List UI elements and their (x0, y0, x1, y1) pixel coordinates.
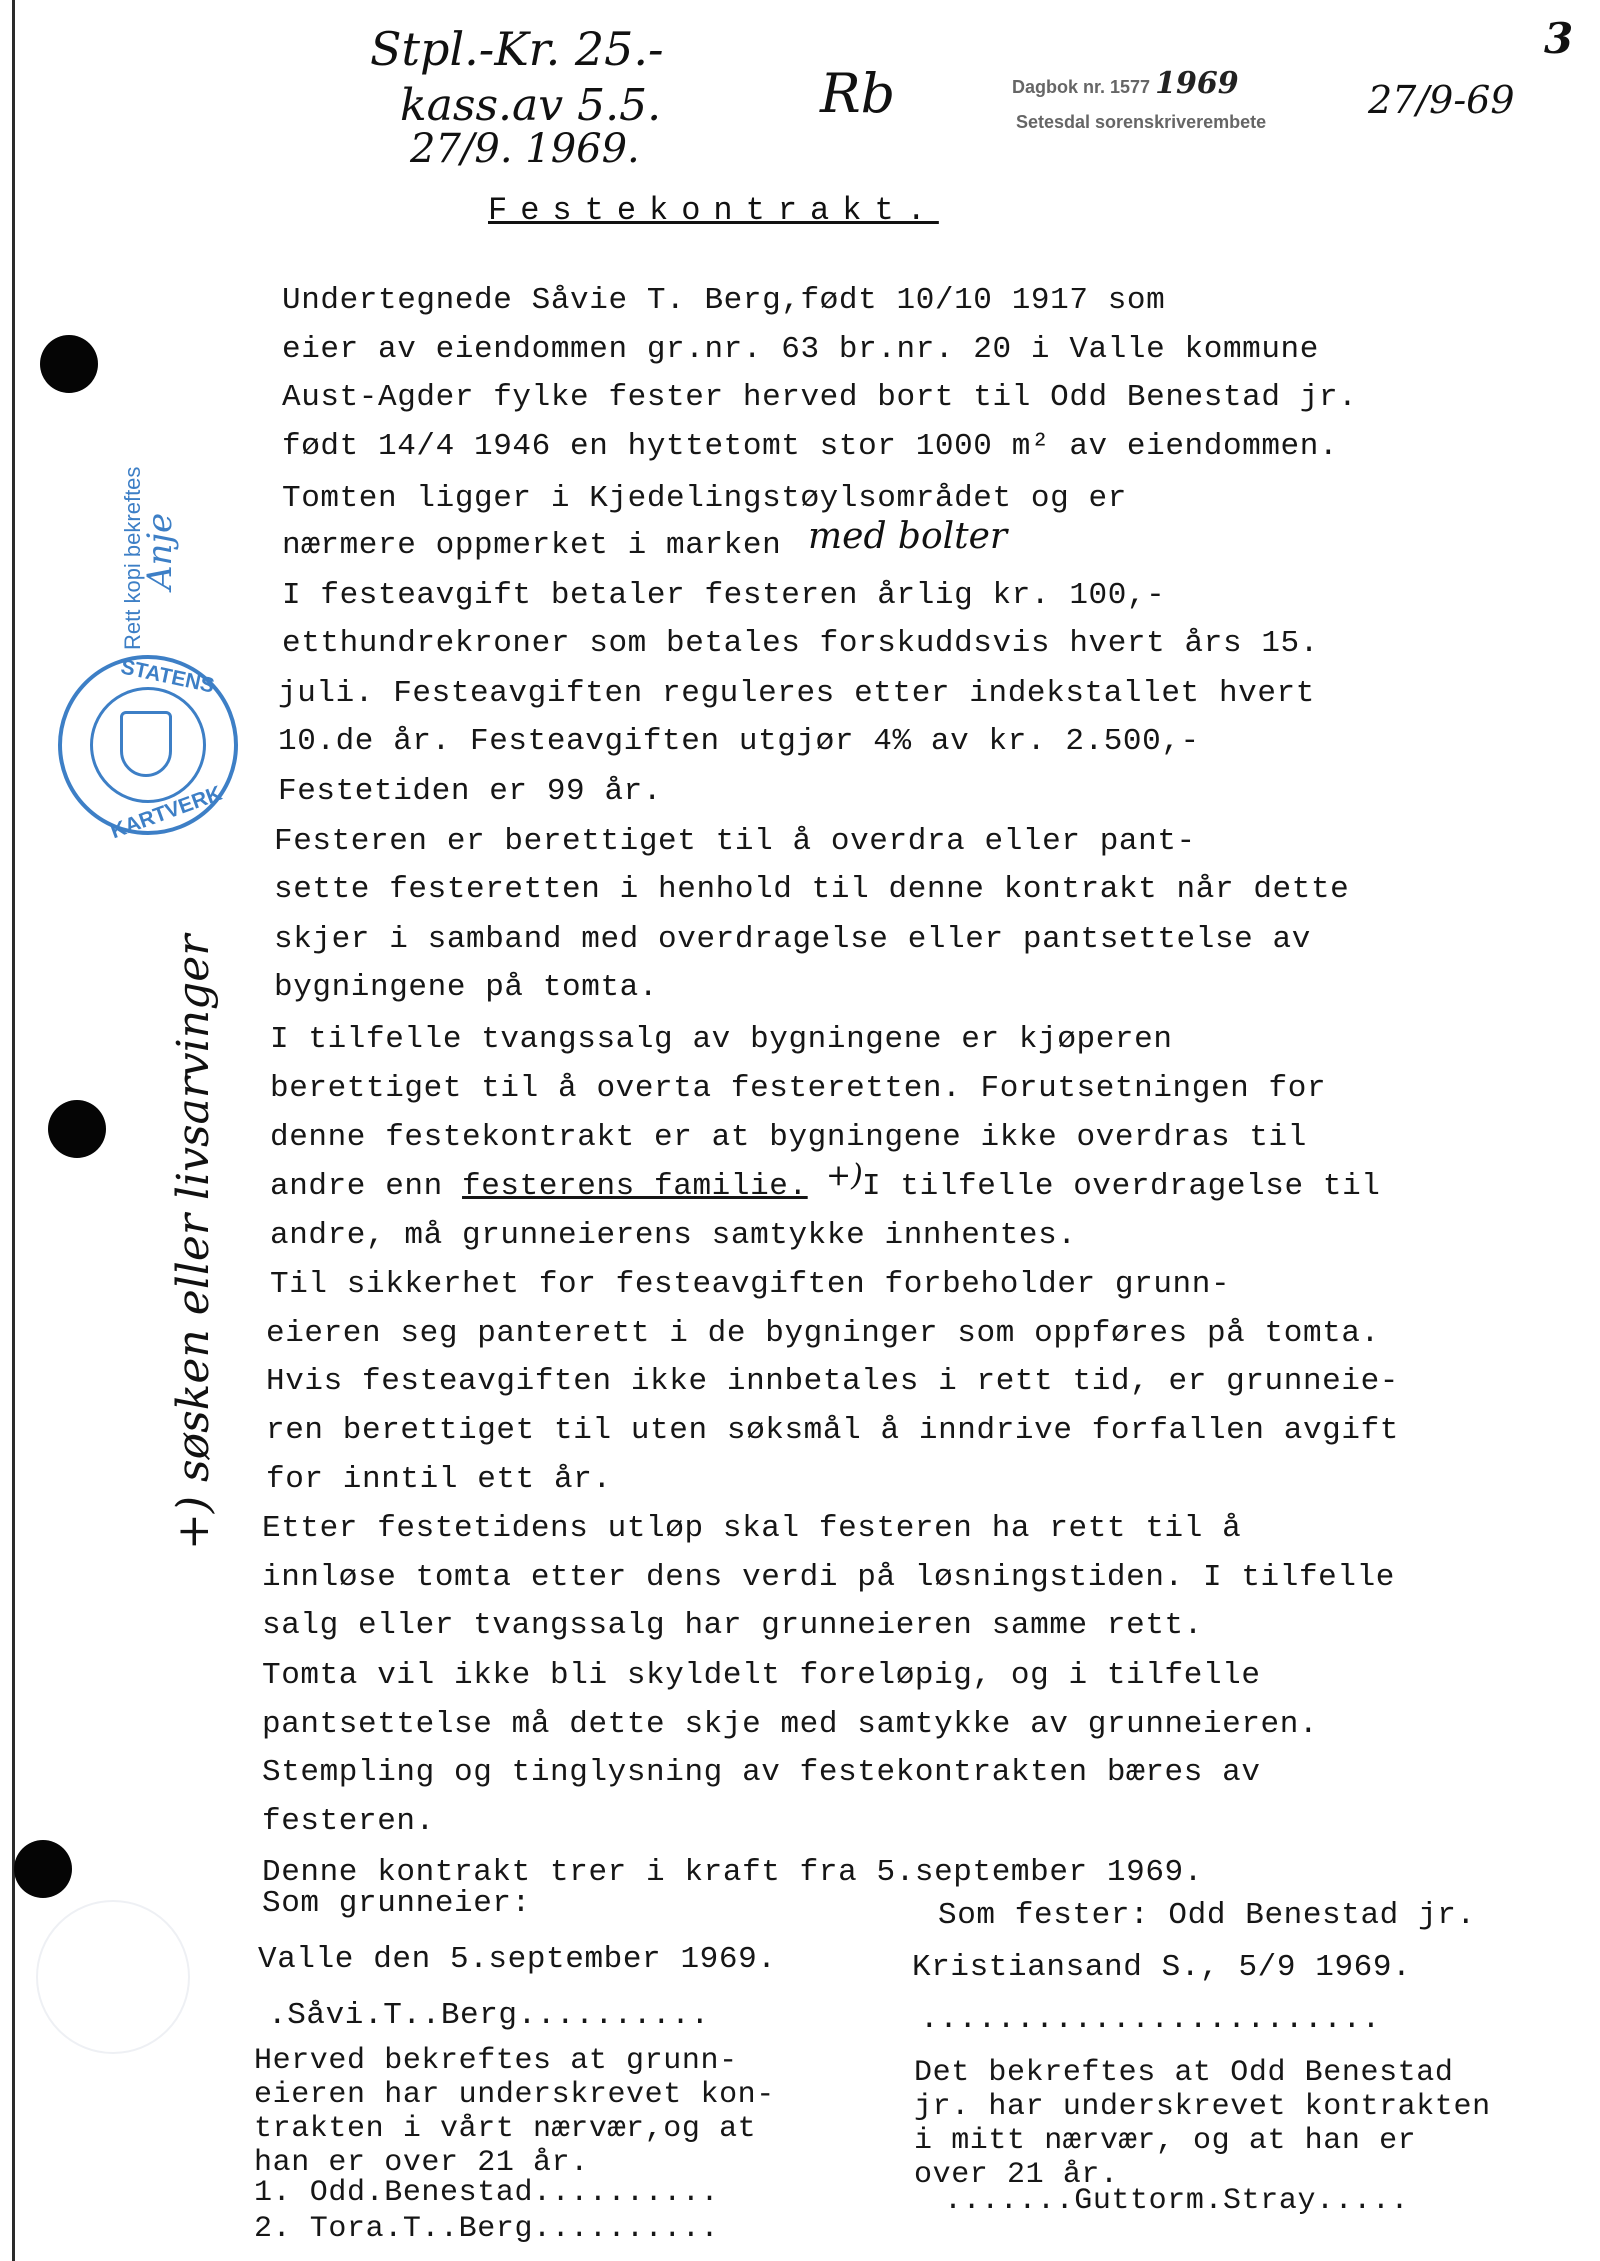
body-line: bygningene på tomta. (274, 970, 659, 1005)
body-line: etthundrekroner som betales forskuddsvis hvert års 15. (282, 626, 1319, 661)
lessee-place-date: Kristiansand S., 5/9 1969. (912, 1950, 1412, 1985)
body-line: for inntil ett år. (266, 1462, 612, 1497)
faint-seal-mark (36, 1900, 190, 2054)
body-line: ren berettiget til uten søksmål å inndrive forfallen avgift (266, 1413, 1399, 1448)
body-line: andre, må grunneierens samtykke innhentes. (270, 1218, 1077, 1253)
body-line-underlined: andre enn festerens familie. (270, 1169, 808, 1204)
landowner-signature-line: .Såvi.T..Berg.......... (268, 1998, 710, 2033)
certified-copy-signature: Anje (140, 512, 180, 590)
body-line: festeren. (262, 1804, 435, 1839)
body-line: I festeavgift betaler festeren årlig kr. 100,- (282, 578, 1166, 613)
statens-kartverk-seal (58, 655, 238, 844)
landowner-witness-text: han er over 21 år. (254, 2146, 589, 2180)
lessee-witness-text: over 21 år. (914, 2158, 1119, 2192)
landowner-heading: Som grunneier: (262, 1886, 531, 1921)
handwritten-cash-note: kass.av 5.5. (400, 80, 662, 131)
body-line: innløse tomta etter dens verdi på løsningstiden. I tilfelle (262, 1560, 1395, 1595)
handwritten-initials: Rb (820, 62, 896, 125)
landowner-witness-text: Herved bekreftes at grunn- (254, 2044, 738, 2078)
coat-of-arms-icon (120, 711, 172, 777)
registry-stamp-number: Dagbok nr. 1577 1969 (1012, 66, 1239, 101)
landowner-witness-text: eieren har underskrevet kon- (254, 2078, 775, 2112)
body-line: Aust-Agder fylke fester herved bort til Odd Benestad jr. (282, 380, 1358, 415)
lessee-witness-text: i mitt nærvær, og at han er (914, 2124, 1417, 2158)
body-line: pantsettelse må dette skje med samtykke av grunneieren. (262, 1707, 1319, 1742)
left-margin-rule (12, 0, 15, 2261)
body-line: Stempling og tinglysning av festekontrakten bæres av (262, 1755, 1261, 1790)
underlined-phrase: festerens familie. (462, 1169, 808, 1204)
page-number: 3 (1544, 14, 1574, 63)
witness-2-signature: 2. Tora.T..Berg.......... (254, 2212, 720, 2246)
lessee-signature-line: ........................ (920, 2002, 1381, 2037)
footnote-mark: +) (826, 1158, 863, 1193)
body-line: 10.de år. Festeavgiften utgjør 4% av kr. 2.500,- (278, 724, 1200, 759)
body-line: Etter festetidens utløp skal festeren ha rett til å (262, 1511, 1242, 1546)
lessee-witness-text: Det bekreftes at Odd Benestad (914, 2056, 1454, 2090)
body-line: Denne kontrakt trer i kraft fra 5.september 1969. (262, 1855, 1203, 1890)
seal-text-top: STATENS (118, 655, 217, 698)
body-line: I tilfelle tvangssalg av bygningene er kjøperen (270, 1022, 1173, 1057)
body-line: Festeren er berettiget til å overdra eller pant- (274, 824, 1196, 859)
body-line: denne festekontrakt er at bygningene ikke overdras til (270, 1120, 1307, 1155)
handwritten-stamp-fee: Stpl.-Kr. 25.- (370, 22, 664, 76)
seal-text-bottom: KARTVERK (107, 781, 225, 844)
body-line: skjer i samband med overdragelse eller pantsettelse av (274, 922, 1311, 957)
lessee-witness-signature: .......Guttorm.Stray..... (944, 2184, 1410, 2218)
body-line: I tilfelle overdragelse til (862, 1169, 1381, 1204)
body-line: berettiget til å overta festeretten. Forutsetningen for (270, 1071, 1327, 1106)
body-line: salg eller tvangssalg har grunneieren samme rett. (262, 1608, 1203, 1643)
body-line: Festetiden er 99 år. (278, 774, 663, 809)
body-line: Undertegnede Såvie T. Berg,født 10/10 1917 som (282, 283, 1166, 318)
landowner-witness-text: trakten i vårt nærvær,og at (254, 2112, 757, 2146)
body-line: født 14/4 1946 en hyttetomt stor 1000 m² av eiendommen. (282, 429, 1339, 464)
punch-hole-bottom (14, 1840, 72, 1898)
registry-stamp-office: Setesdal sorenskriverembete (1016, 112, 1267, 132)
handwritten-date: 27/9. 1969. (410, 126, 640, 172)
body-line: Til sikkerhet for festeavgiften forbeholder grunn- (270, 1267, 1231, 1302)
body-line: Hvis festeavgiften ikke innbetales i rett tid, er grunneie- (266, 1364, 1399, 1399)
punch-hole-top (40, 335, 98, 393)
landowner-place-date: Valle den 5.september 1969. (258, 1942, 777, 1977)
certified-copy-text: Rett kopi bekreftes (120, 466, 145, 650)
body-line: eieren seg panterett i de bygninger som oppføres på tomta. (266, 1316, 1380, 1351)
body-line: sette festeretten i henhold til denne kontrakt når dette (274, 872, 1350, 907)
body-line: Tomten ligger i Kjedelingstøylsområdet og er (282, 481, 1127, 516)
body-line: juli. Festeavgiften reguleres etter indekstallet hvert (278, 676, 1315, 711)
body-line: Tomta vil ikke bli skyldelt foreløpig, og i tilfelle (262, 1658, 1261, 1693)
body-line: eier av eiendommen gr.nr. 63 br.nr. 20 i Valle kommune (282, 332, 1319, 367)
lessee-heading: Som fester: Odd Benestad jr. (938, 1898, 1476, 1933)
body-line: nærmere oppmerket i marken (282, 528, 782, 563)
lessee-witness-text: jr. har underskrevet kontrakten (914, 2090, 1491, 2124)
handwritten-stamp-date: 27/9-69 (1368, 78, 1515, 122)
punch-hole-middle (48, 1100, 106, 1158)
witness-1-signature: 1. Odd.Benestad.......... (254, 2176, 720, 2210)
document-title: Festekontrakt. (488, 192, 939, 229)
handwritten-insertion: med bolter (808, 516, 1008, 557)
handwritten-side-note: +) søsken eller livsarvinger (168, 934, 219, 1550)
